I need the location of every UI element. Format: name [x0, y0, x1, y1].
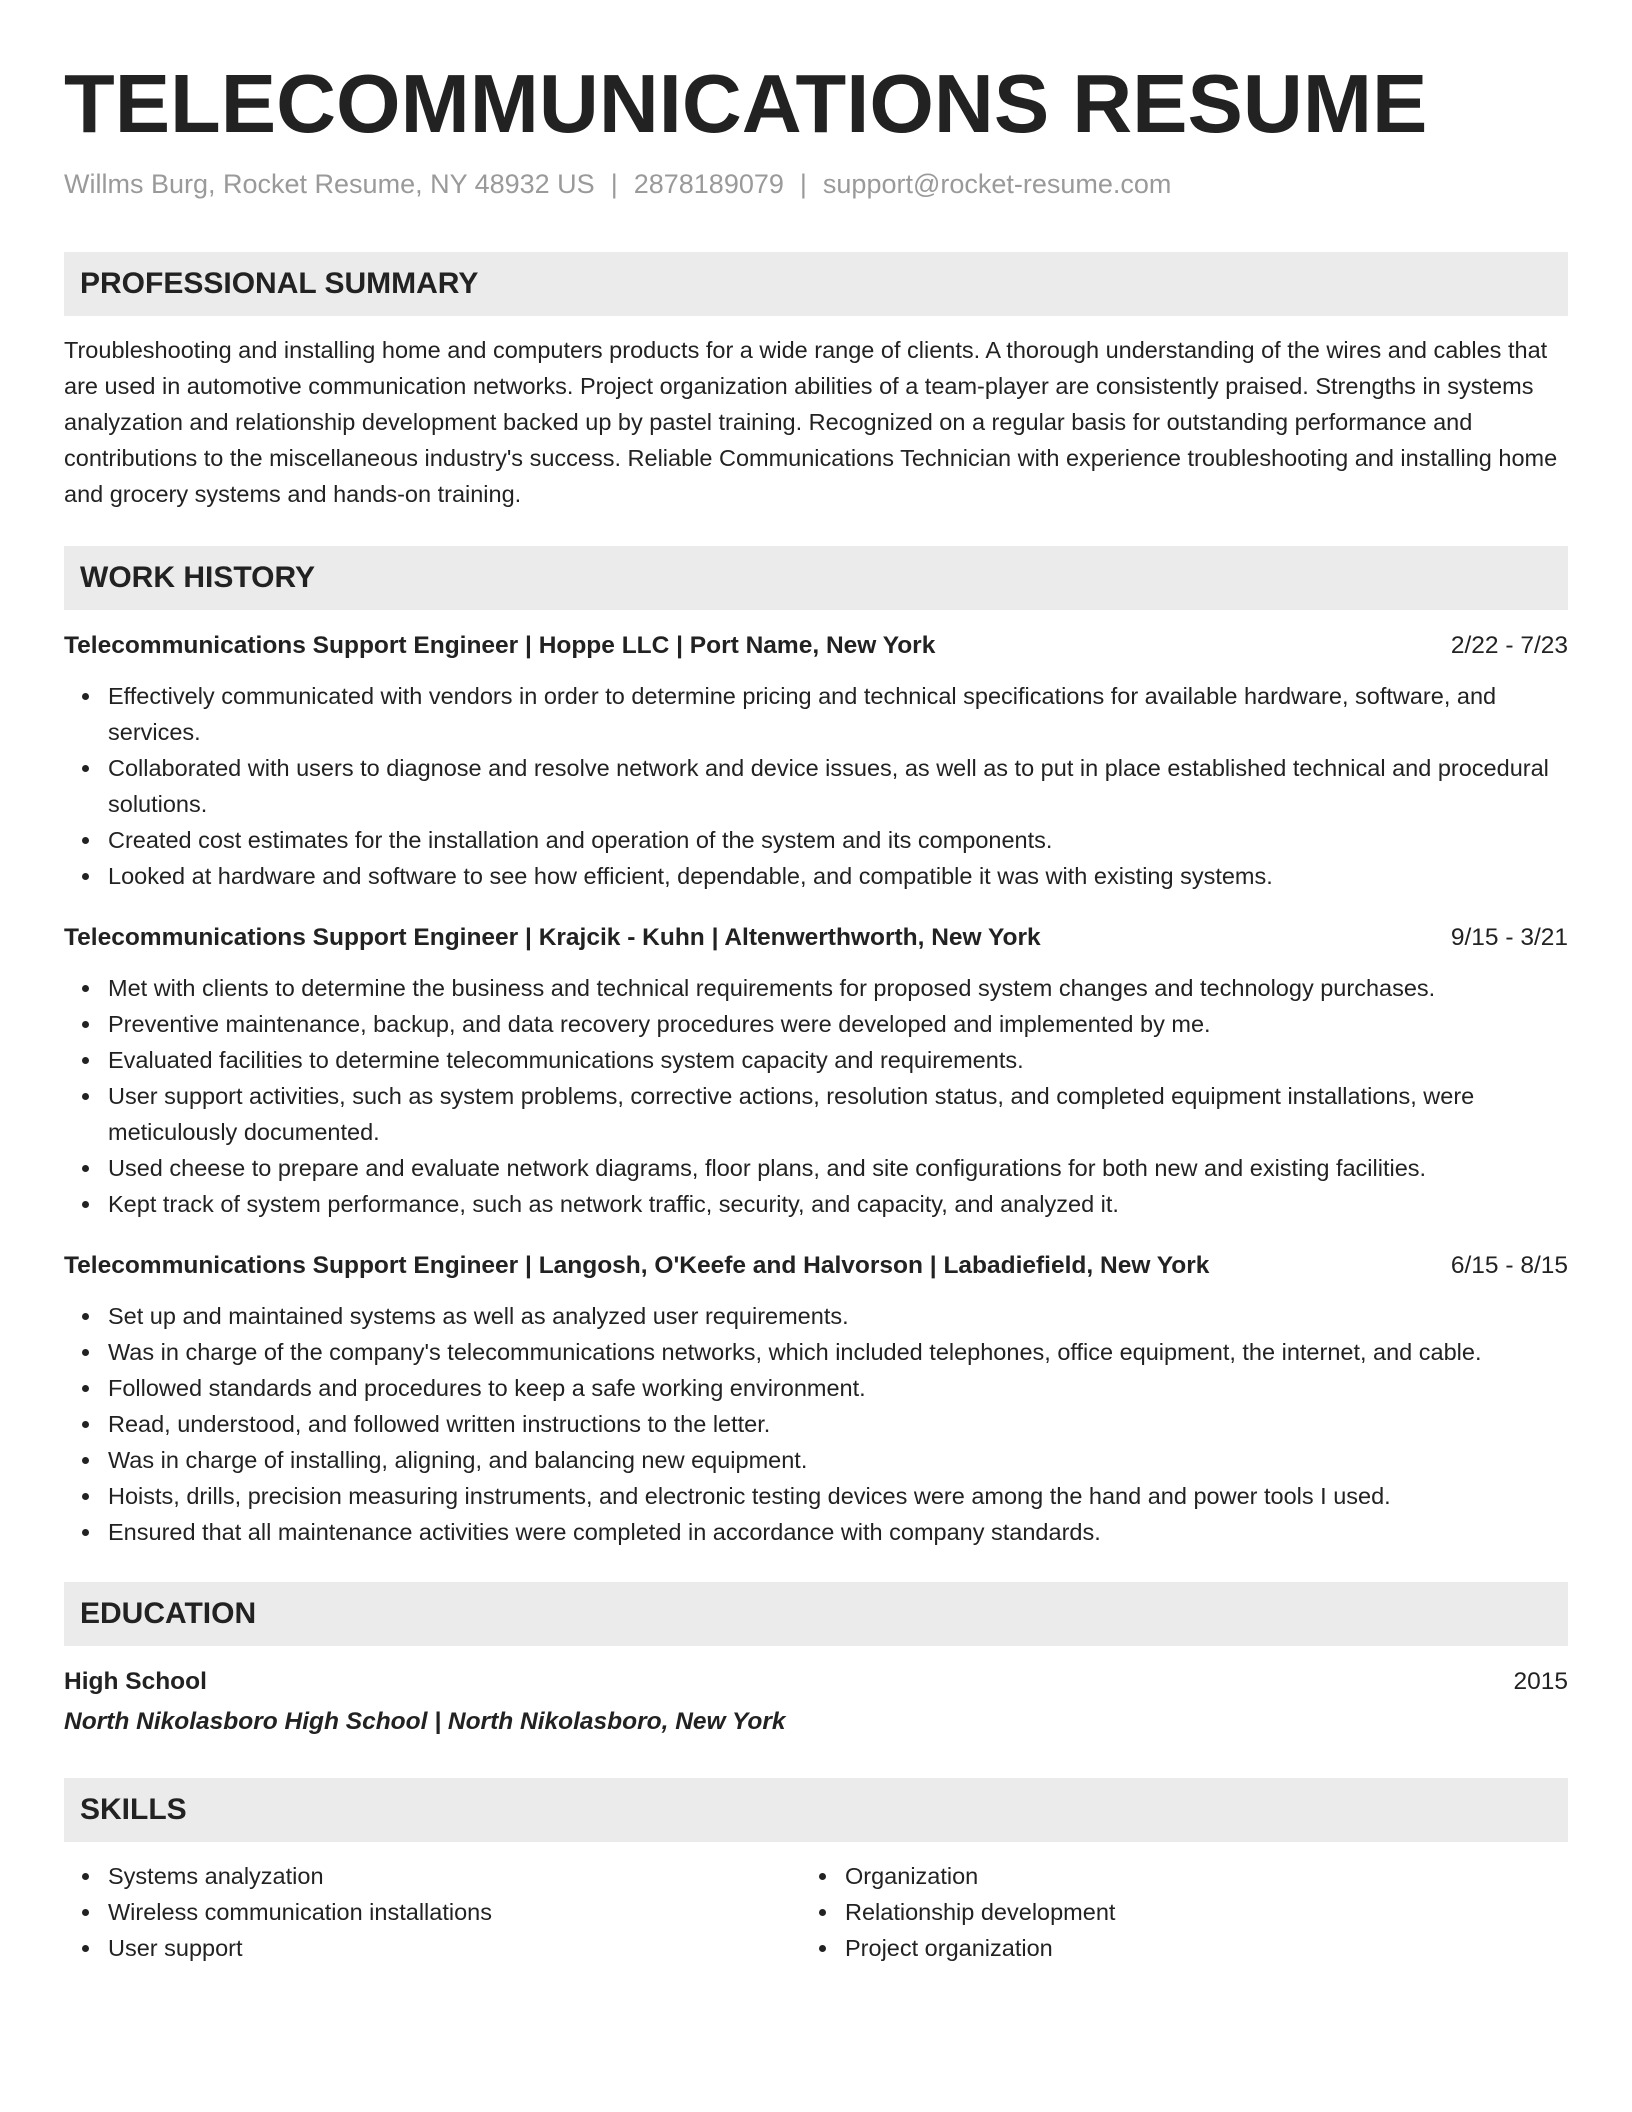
- job-bullet: Ensured that all maintenance activities were completed in accordance with company standards.: [108, 1514, 1568, 1550]
- job-bullets: [64, 678, 1568, 894]
- job-title: Telecommunications Support Engineer | Langosh, O'Keefe and Halvorson | Labadiefield, New York: [64, 1252, 1210, 1279]
- job-entry: [64, 628, 1568, 894]
- job-bullet: User support activities, such as system problems, corrective actions, resolution status, and completed equipment installations, were meticulously documented.: [108, 1078, 1568, 1150]
- job-dates: 9/15 - 3/21: [1450, 924, 1568, 951]
- job-bullet: Used cheese to prepare and evaluate network diagrams, floor plans, and site configurations for both new and existing facilities.: [108, 1150, 1568, 1186]
- job-entry: [64, 920, 1568, 1222]
- job-bullet: Followed standards and procedures to keep a safe working environment.: [108, 1370, 1568, 1406]
- job-bullet: Looked at hardware and software to see how efficient, dependable, and compatible it was with existing systems.: [108, 858, 1568, 894]
- education-year: 2015: [1513, 1668, 1568, 1695]
- job-bullet: Read, understood, and followed written instructions to the letter.: [108, 1406, 1568, 1442]
- job-bullet: Hoists, drills, precision measuring instruments, and electronic testing devices were among the hand and power tools I used.: [108, 1478, 1568, 1514]
- section-header-skills: SKILLS: [64, 1778, 1568, 1842]
- contact-phone: 2878189079: [633, 169, 784, 199]
- summary-text: Troubleshooting and installing home and computers products for a wide range of clients. A thorough understanding of the wires and cables that are used in automotive communication networks. Project organization abilities of a team-player are consistently praised. Strengths in systems analyzation and relationship development backed up by pastel training. Recognized on a regular basis for outstanding performance and contributions to the miscellaneous industry's success. Reliable Communications Technician with experience troubleshooting and installing home and grocery systems and hands-on training.: [64, 337, 1558, 507]
- job-bullet: Preventive maintenance, backup, and data recovery procedures were developed and implemented by me.: [108, 1006, 1568, 1042]
- skill-item: Wireless communication installations: [108, 1894, 801, 1930]
- job-bullet: Collaborated with users to diagnose and resolve network and device issues, as well as to put in place established technical and procedural solutions.: [108, 750, 1568, 822]
- job-bullet: Kept track of system performance, such as network traffic, security, and capacity, and analyzed it.: [108, 1186, 1568, 1222]
- skills-list: [801, 1858, 1538, 1966]
- job-dates: 6/15 - 8/15: [1450, 1252, 1568, 1279]
- skills-list: [64, 1858, 801, 1966]
- job-bullet: Was in charge of installing, aligning, and balancing new equipment.: [108, 1442, 1568, 1478]
- job-bullets: [64, 1298, 1568, 1550]
- education-school: North Nikolasboro High School | North Nikolasboro, New York: [64, 1708, 786, 1735]
- education-row: [64, 1664, 1568, 1700]
- job-title: Telecommunications Support Engineer | Krajcik - Kuhn | Altenwerthworth, New York: [64, 924, 1041, 951]
- job-dates: 2/22 - 7/23: [1450, 632, 1568, 659]
- job-title-row: [64, 628, 1568, 664]
- skill-item: Relationship development: [845, 1894, 1538, 1930]
- job-bullet: Evaluated facilities to determine telecommunications system capacity and requirements.: [108, 1042, 1568, 1078]
- job-entry: [64, 1248, 1568, 1550]
- skills-columns: [64, 1850, 1568, 1966]
- skill-item: Project organization: [845, 1930, 1538, 1966]
- skill-item: Organization: [845, 1858, 1538, 1894]
- contact-line: [64, 166, 1568, 202]
- job-title-row: [64, 920, 1568, 956]
- section-header-education: EDUCATION: [64, 1582, 1568, 1646]
- section-header-summary: PROFESSIONAL SUMMARY: [64, 252, 1568, 316]
- education-degree: High School: [64, 1668, 207, 1695]
- contact-email: support@rocket-resume.com: [822, 169, 1172, 199]
- skill-item: Systems analyzation: [108, 1858, 801, 1894]
- contact-address: Willms Burg, Rocket Resume, NY 48932 US: [64, 169, 595, 199]
- job-bullet: Was in charge of the company's telecommunications networks, which included telephones, office equipment, the internet, and cable.: [108, 1334, 1568, 1370]
- job-bullet: Created cost estimates for the installation and operation of the system and its components.: [108, 822, 1568, 858]
- job-title-row: [64, 1248, 1568, 1284]
- resume-title: TELECOMMUNICATIONS RESUME: [64, 57, 1428, 150]
- skills-column-left: [64, 1850, 801, 1966]
- contact-separator: |: [610, 169, 618, 199]
- job-bullet: Effectively communicated with vendors in order to determine pricing and technical specifications for available hardware, software, and services.: [108, 678, 1568, 750]
- job-title: Telecommunications Support Engineer | Hoppe LLC | Port Name, New York: [64, 632, 936, 659]
- section-header-work-history: WORK HISTORY: [64, 546, 1568, 610]
- skill-item: User support: [108, 1930, 801, 1966]
- job-bullet: Met with clients to determine the business and technical requirements for proposed system changes and technology purchases.: [108, 970, 1568, 1006]
- job-bullet: Set up and maintained systems as well as analyzed user requirements.: [108, 1298, 1568, 1334]
- skills-column-right: [801, 1850, 1538, 1966]
- job-bullets: [64, 970, 1568, 1222]
- contact-separator: |: [799, 169, 807, 199]
